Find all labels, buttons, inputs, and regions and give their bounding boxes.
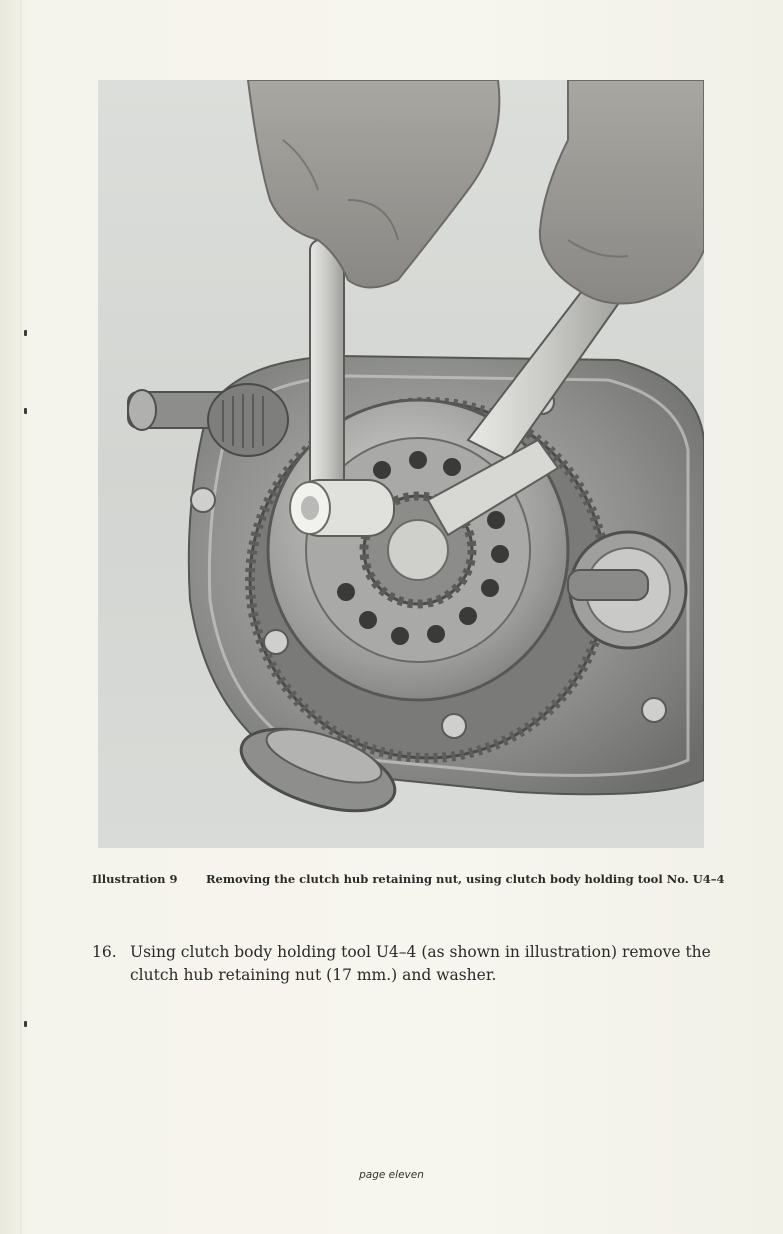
binding-hole [24, 330, 27, 336]
illustration-caption-text: Removing the clutch hub retaining nut, using clutch body holding tool No. U4–4 [206, 872, 725, 886]
page-footer: page eleven [359, 1169, 424, 1181]
step-text-line-1: Using clutch body holding tool U4–4 (as shown in illustration) remove the [130, 943, 711, 961]
step-text [130, 941, 720, 987]
binding-hole [24, 1021, 27, 1027]
illustration-label: Illustration 9 [92, 872, 178, 886]
clutch-photo-drawing [98, 80, 704, 848]
binding-edge [20, 0, 23, 1234]
step-text-line-2: clutch hub retaining nut (17 mm.) and washer. [130, 966, 497, 984]
binding-hole [24, 408, 27, 414]
illustration-photo [98, 80, 704, 848]
step-number: 16. [92, 943, 117, 961]
